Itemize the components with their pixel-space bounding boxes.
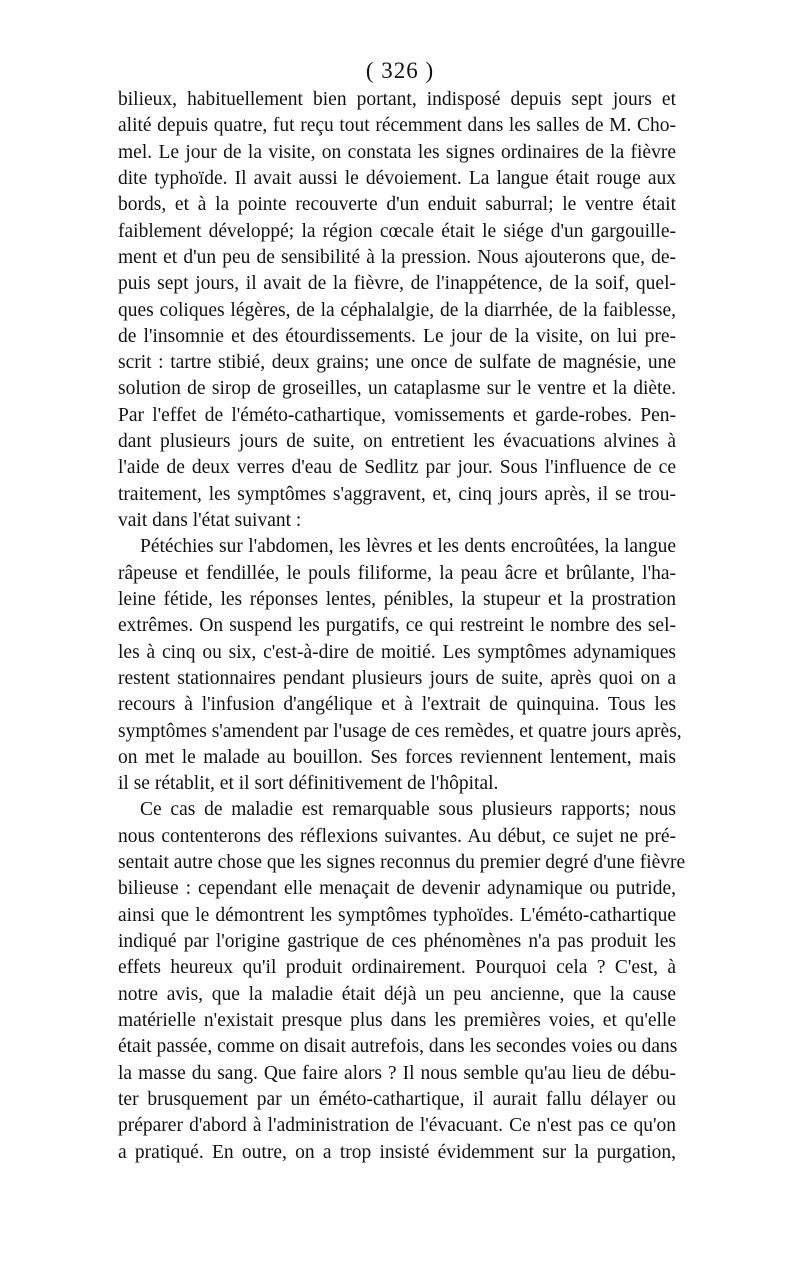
text-line: de l'insomnie et des étourdissements. Le jour de la visite, on lui pre- — [118, 325, 676, 347]
text-line: Pétéchies sur l'abdomen, les lèvres et les dents encroûtées, la langue — [140, 536, 676, 558]
text-line: préparer d'abord à l'administration de l'évacuant. Ce n'est pas ce qu'on — [118, 1115, 676, 1137]
text-line: les à cinq ou six, c'est-à-dire de moitié. Les symptômes adynamiques — [118, 641, 676, 663]
text-line: solution de sirop de groseilles, un cataplasme sur le ventre et la diète. — [118, 378, 676, 400]
text-line: dite typhoïde. Il avait aussi le dévoiement. La langue était rouge aux — [118, 167, 676, 189]
text-line: la masse du sang. Que faire alors ? Il nous semble qu'au lieu de débu- — [118, 1062, 676, 1084]
text-line: ainsi que le démontrent les symptômes typhoïdes. L'éméto-cathartique — [118, 904, 676, 926]
paragraph-case-history — [118, 87, 676, 534]
text-line: sentait autre chose que les signes reconnus du premier degré d'une fièvre — [118, 852, 686, 874]
text-line: l'aide de deux verres d'eau de Sedlitz par jour. Sous l'influence de ce — [118, 457, 676, 479]
text-line: bilieuse : cependant elle menaçait de devenir adynamique ou putride, — [118, 878, 676, 900]
text-line: faiblement développé; la région cœcale était le siége d'un gargouille- — [118, 220, 676, 242]
text-line: nous contenterons des réflexions suivantes. Au début, ce sujet ne pré- — [118, 825, 676, 847]
body-text — [118, 87, 686, 1166]
text-line: ment et d'un peu de sensibilité à la pression. Nous ajouterons que, de- — [118, 246, 676, 268]
page-number: ( 326 ) — [365, 58, 435, 83]
text-line: puis sept jours, il avait de la fièvre, de l'inappétence, de la soif, quel- — [118, 273, 676, 295]
text-line: matérielle n'existait presque plus dans les premières voies, et qu'elle — [118, 1009, 676, 1031]
text-line: dant plusieurs jours de suite, on entretient les évacuations alvines à — [118, 431, 676, 453]
text-line: Par l'effet de l'éméto-cathartique, vomissements et garde-robes. Pen- — [118, 404, 676, 426]
paragraph-symptoms — [118, 534, 682, 797]
text-line: traitement, les symptômes s'aggravent, et, cinq jours après, il se trou- — [118, 483, 676, 505]
text-line: symptômes s'amendent par l'usage de ces remèdes, et quatre jours après, — [118, 720, 682, 742]
text-line: leine fétide, les réponses lentes, pénibles, la stupeur et la prostration — [118, 588, 676, 610]
text-line: il se rétablit, et il sort définitivement de l'hôpital. — [118, 773, 499, 795]
text-line: mel. Le jour de la visite, on constata les signes ordinaires de la fièvre — [118, 141, 676, 163]
text-line: alité depuis quatre, fut reçu tout récemment dans les salles de M. Cho- — [118, 115, 676, 137]
text-line: Ce cas de maladie est remarquable sous plusieurs rapports; nous — [140, 799, 676, 821]
text-line: ques coliques légères, de la céphalalgie, de la diarrhée, de la faiblesse, — [118, 299, 676, 321]
text-line: effets heureux qu'il produit ordinairement. Pourquoi cela ? C'est, à — [118, 957, 676, 979]
text-line: a pratiqué. En outre, on a trop insisté évidemment sur la purgation, — [118, 1141, 676, 1163]
text-line: on met le malade au bouillon. Ses forces reviennent lentement, mais — [118, 746, 676, 768]
text-line: notre avis, que la maladie était déjà un peu ancienne, que la cause — [118, 983, 676, 1005]
text-line: bilieux, habituellement bien portant, indisposé depuis sept jours et — [118, 89, 676, 110]
text-line: recours à l'infusion d'angélique et à l'extrait de quinquina. Tous les — [118, 694, 676, 716]
text-line: râpeuse et fendillée, le pouls filiforme, la peau âcre et brûlante, l'ha- — [118, 562, 676, 584]
text-line: restent stationnaires pendant plusieurs jours de suite, après quoi on a — [118, 667, 676, 689]
text-line: bords, et à la pointe recouverte d'un enduit saburral; le ventre était — [118, 194, 676, 216]
text-line: vait dans l'état suivant : — [118, 510, 302, 531]
text-line: indiqué par l'origine gastrique de ces phénomènes n'a pas produit les — [118, 931, 676, 952]
text-line: extrêmes. On suspend les purgatifs, ce qui restreint le nombre des sel- — [118, 615, 676, 637]
text-line: scrit : tartre stibié, deux grains; une once de sulfate de magnésie, une — [118, 352, 676, 374]
text-line: était passée, comme on disait autrefois, dans les secondes voies ou dans — [118, 1036, 678, 1058]
text-line: ter brusquement par un éméto-cathartique, il aurait fallu délayer ou — [118, 1088, 676, 1110]
paragraph-reflections — [118, 797, 686, 1165]
